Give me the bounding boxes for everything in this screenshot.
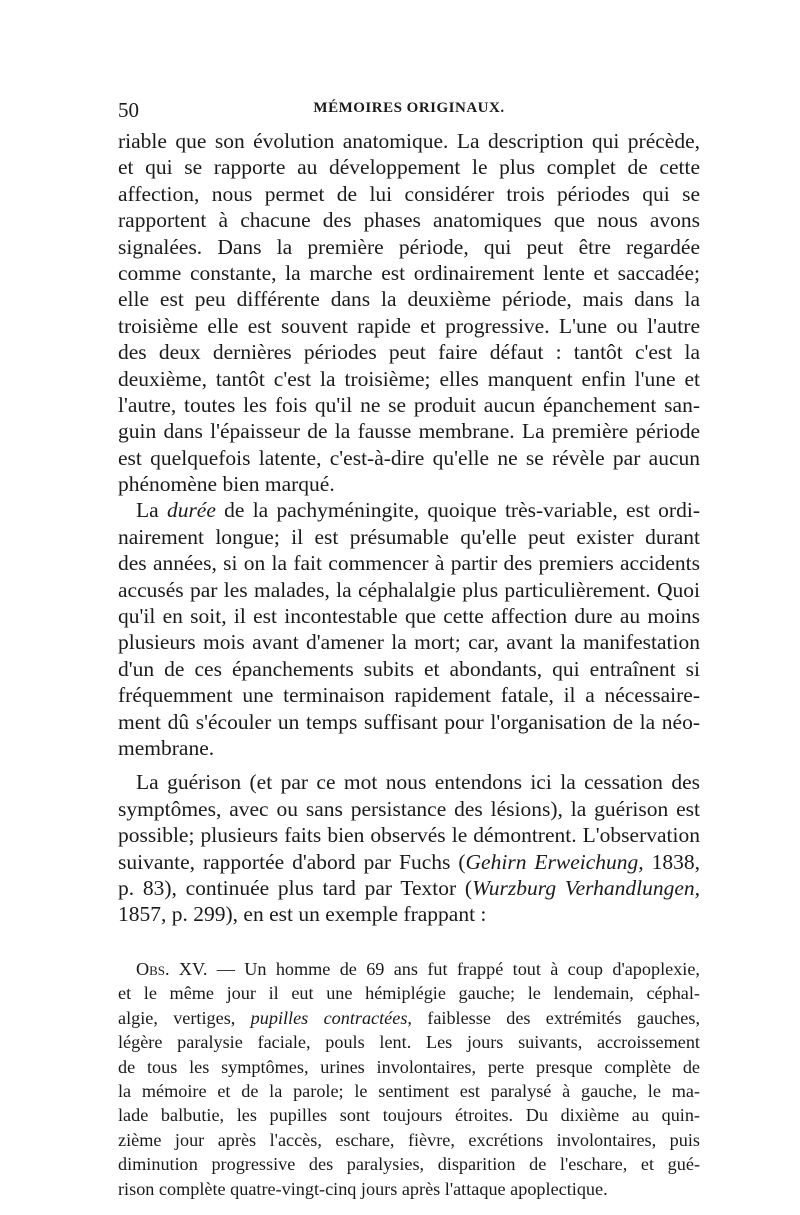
text-line: et qui se rapporte au développement le plus complet de cette [118,155,700,180]
text-run: de la pachyméningite, quoique très-variable, est ordi- [215,498,700,523]
text-run: 1838, [643,849,700,874]
text-run: — Un homme de 69 ans fut frappé tout à coup d'apoplexie, [207,959,700,979]
main-text [118,128,700,928]
text-line [118,957,700,981]
text-line: troisième elle est souvent rapide et progressive. L'une ou l'autre [118,313,700,338]
text-run: algie, vertiges, [118,1007,251,1028]
text-line [118,497,700,523]
text-line: rison complète quatre-vingt-cinq jours après l'attaque apoplectique. [118,1178,608,1199]
italic-term: pupilles contractées, [250,1007,412,1028]
text-line: phénomène bien marqué. [118,472,335,497]
paragraph-duree [118,497,700,761]
text-line: et le même jour il eut une hémiplégie gauche; le lendemain, céphal- [118,983,700,1004]
text-line: d'un de ces épanchements subits et abondants, qui entraînent si [118,656,700,681]
text-line: des années, si on la fait commencer à partir des premiers accidents [118,551,700,576]
text-line: elle est peu différente dans la deuxième période, mais dans la [118,287,700,312]
text-line [118,875,700,901]
paragraph-evolution [118,128,700,497]
text-line: de tous les symptômes, urines involontaires, perte presque complète de [118,1056,700,1077]
italic-term: durée [166,498,216,523]
text-line: la mémoire et de la parole; le sentiment est paralysé à gauche, le ma- [118,1080,700,1101]
text-line: diminution progressive des paralysies, disparition de l'eschare, et gué- [118,1154,700,1175]
text-line: nairement longue; il est présumable qu'elle peut exister durant [118,524,700,549]
text-line: rapportent à chacune des phases anatomiques que nous avons [118,208,700,233]
running-head [118,98,700,124]
text-run: La [136,498,167,523]
paragraph-guerison [118,769,700,927]
text-line: l'autre, toutes les fois qu'il ne se produit aucun épanchement san- [118,392,700,417]
text-line [118,1006,700,1030]
text-line: lade balbutie, les pupilles sont toujours étroites. Du dixième au quin- [118,1105,700,1126]
text-line: deuxième, tantôt c'est la troisième; elles manquent enfin l'une et [118,366,700,391]
text-line: possible; plusieurs faits bien observés le démontrent. L'observation [118,823,700,848]
observation-label: Obs. XV. [136,959,208,979]
text-run: faiblesse des extrémités gauches, [411,1007,700,1028]
text-line: riable que son évolution anatomique. La description qui précède, [118,129,700,153]
text-line: accusés par les malades, la céphalalgie plus particulièrement. Quoi [118,577,700,602]
text-line: La guérison (et par ce mot nous entendons ici la cessation des [136,770,700,795]
text-line: symptômes, avec ou sans persistance des lésions), la guérison est [118,796,700,821]
running-title: MÉMOIRES ORIGINAUX. [313,100,505,116]
text-line: membrane. [118,735,215,760]
text-line: fréquemment une terminaison rapidement fatale, il a nécessaire- [118,683,700,708]
italic-citation: Gehirn Erweichung, [465,849,644,874]
italic-citation: Wurzburg Verhandlungen, [472,875,700,900]
text-line: zième jour après l'accès, eschare, fièvre, excrétions involontaires, puis [118,1129,700,1150]
text-line: des deux dernières périodes peut faire défaut : tantôt c'est la [118,340,700,365]
text-line: affection, nous permet de lui considérer trois périodes qui se [118,181,700,206]
text-line: plusieurs mois avant d'amener la mort; car, avant la manifestation [118,630,700,655]
text-line: ment dû s'écouler un temps suffisant pour l'organisation de la néo- [118,709,700,734]
text-run: p. 83), continuée plus tard par Textor ( [118,875,473,900]
text-line: 1857, p. 299), en est un exemple frappant : [118,902,487,927]
observation-block [118,957,700,1201]
text-line: comme constante, la marche est ordinairement lente et saccadée; [118,260,700,285]
paragraph-gap [118,761,700,769]
text-line [118,849,700,875]
page-number: 50 [118,98,139,122]
text-line: guin dans l'épaisseur de la fausse membrane. La première période [118,419,700,444]
text-line: légère paralysie faciale, pouls lent. Les jours suivants, accroissement [118,1032,700,1053]
text-line: qu'il en soit, il est incontestable que cette affection dure au moins [118,604,700,629]
text-line: signalées. Dans la première période, qui peut être regardée [118,234,700,259]
text-run: suivante, rapportée d'abord par Fuchs ( [118,849,466,874]
text-line: est quelquefois latente, c'est-à-dire qu'elle ne se révèle par aucun [118,445,700,470]
